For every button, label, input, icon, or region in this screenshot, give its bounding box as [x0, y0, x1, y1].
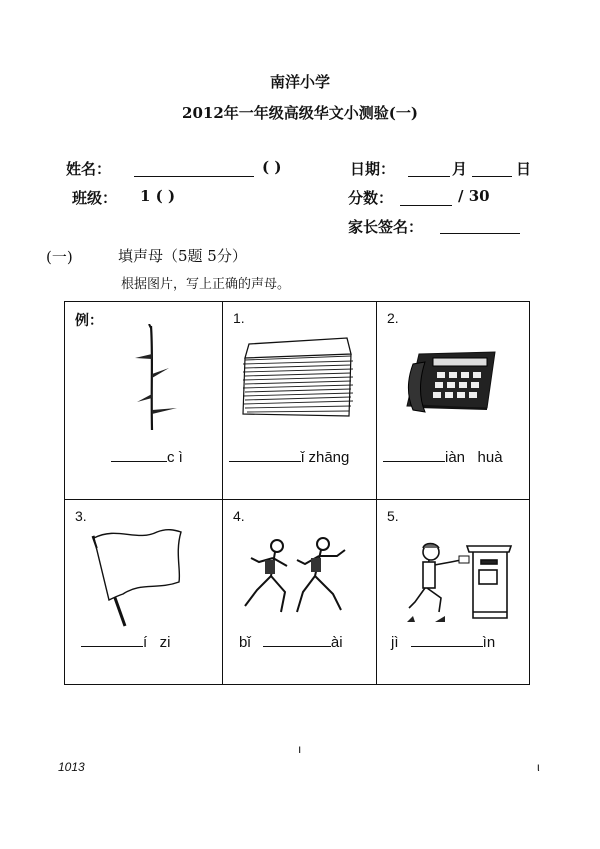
name-index-field[interactable]: ( ) — [262, 158, 282, 176]
answer-blank-3[interactable] — [81, 645, 143, 647]
answer-3 — [81, 634, 171, 651]
question-number: 3. — [75, 508, 87, 524]
answer-final-2: iàn huà — [445, 449, 503, 466]
exercise-grid — [64, 301, 530, 685]
score-field[interactable] — [400, 205, 452, 206]
flag-icon — [87, 522, 187, 632]
class-label: 班级： — [72, 189, 118, 207]
parent-signature-field[interactable] — [440, 233, 520, 234]
answer-blank-4[interactable] — [263, 645, 331, 647]
answer-4 — [239, 634, 343, 651]
section-number: (一) — [46, 248, 73, 266]
handwritten-mark: 1013 — [58, 760, 85, 774]
running-race-icon — [241, 534, 361, 624]
answer-final-3: í zi — [143, 634, 171, 651]
question-number: 4. — [233, 508, 245, 524]
date-month-field[interactable] — [408, 176, 450, 177]
example-label: 例： — [75, 313, 103, 329]
section-instruction: 根据图片，写上正确的声母。 — [121, 277, 291, 292]
center-mark: ı — [298, 742, 302, 756]
name-label: 姓名： — [66, 160, 112, 178]
question-number: 5. — [387, 508, 399, 524]
telephone-icon — [403, 346, 499, 422]
example-final: c ì — [167, 449, 183, 466]
answer-2 — [383, 449, 503, 466]
thorny-branch-icon — [125, 324, 185, 434]
school-name: 南洋小学 — [269, 73, 330, 91]
answer-blank-1[interactable] — [229, 460, 301, 462]
question-cell-2 — [376, 301, 530, 500]
example-blank — [111, 460, 167, 462]
question-cell-1 — [222, 301, 377, 500]
example-answer — [111, 449, 183, 466]
answer-initial-4: bǐ — [239, 634, 251, 651]
answer-blank-5[interactable] — [411, 645, 483, 647]
question-cell-5 — [376, 499, 530, 685]
score-label: 分数： — [348, 189, 394, 207]
date-label: 日期： — [350, 160, 396, 178]
month-label: 月 — [452, 160, 468, 178]
page-title: 2012年一年级高级华文小测验(一) — [182, 104, 418, 122]
paper-stack-icon — [239, 332, 357, 422]
parent-signature-label: 家长签名： — [348, 218, 424, 236]
answer-final-4: ài — [330, 634, 343, 651]
answer-initial-5: jì — [391, 634, 399, 651]
right-mark: ι — [537, 760, 540, 774]
question-number: 2. — [387, 310, 399, 326]
answer-final-1: ǐ zhāng — [301, 449, 350, 466]
day-label: 日 — [516, 160, 532, 178]
question-cell-3 — [64, 499, 223, 685]
answer-blank-2[interactable] — [383, 460, 445, 462]
answer-1 — [229, 449, 349, 466]
section-heading: 填声母（5题 5分） — [118, 247, 247, 265]
question-cell-4 — [222, 499, 377, 685]
answer-5 — [391, 634, 495, 651]
score-total: / 30 — [458, 187, 490, 205]
question-number: 1. — [233, 310, 245, 326]
example-cell — [64, 301, 223, 500]
posting-letter-icon — [407, 536, 517, 626]
class-field[interactable]: 1 ( ) — [140, 187, 176, 205]
name-field[interactable] — [134, 176, 254, 177]
answer-final-5: ìn — [482, 634, 496, 651]
date-day-field[interactable] — [472, 176, 512, 177]
